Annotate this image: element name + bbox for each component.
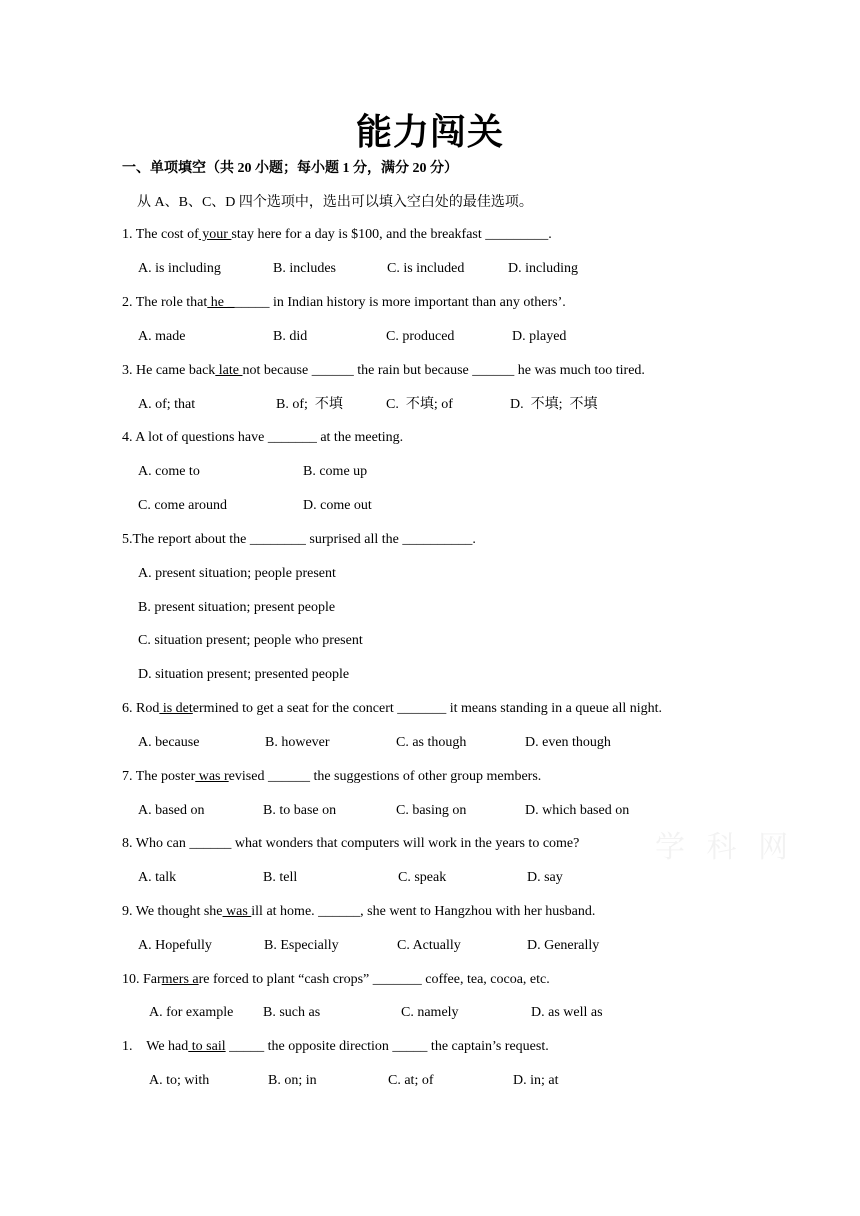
option-d: D. which based on: [525, 803, 630, 818]
question-6: [122, 700, 662, 718]
option-c: C. Actually: [397, 938, 461, 953]
option-b: B. of; 不填: [276, 397, 343, 412]
section-heading: 一、单项填空（共 20 小题；每小题 1 分，满分 20 分）: [122, 161, 458, 176]
question-text: 7. The poster: [122, 769, 196, 784]
option-b: B. tell: [263, 870, 298, 885]
option-d: D. as well as: [531, 1005, 603, 1020]
option-b: B. Especially: [264, 938, 339, 953]
option-a: A. of; that: [138, 397, 196, 412]
underlined-text: is det: [159, 701, 193, 716]
question-1: [122, 226, 552, 244]
question-11: [122, 1038, 549, 1056]
question-text: 9. We thought she: [122, 904, 223, 919]
option-c: C. as though: [396, 735, 467, 750]
question-text: re forced to plant “cash crops” _______ coffee, tea, cocoa, etc.: [198, 972, 550, 987]
option-a: A. Hopefully: [138, 938, 212, 953]
question-4: 4. A lot of questions have _______ at the meeting.: [122, 430, 404, 445]
option-b: B. such as: [263, 1005, 321, 1020]
option-c: C. at; of: [388, 1073, 434, 1088]
instructions: 从 A、B、C、D 四个选项中，选出可以填入空白处的最佳选项。: [137, 195, 533, 210]
page-title: 能力闯关: [355, 111, 504, 153]
option-b: B. to base on: [263, 803, 337, 818]
option-c: C. produced: [386, 329, 455, 344]
option-c: C. namely: [401, 1005, 459, 1020]
option-b: B. however: [265, 735, 330, 750]
underlined-text: he _: [207, 295, 235, 310]
question-text: 2. The role that: [122, 295, 208, 310]
option-a: A. talk: [138, 870, 177, 885]
question-text: _____ in Indian history is more important than any others’.: [234, 295, 566, 310]
option-d: D. even though: [525, 735, 611, 750]
question-9: [122, 903, 595, 921]
option-a: A. because: [138, 735, 200, 750]
option-c: C. speak: [398, 870, 447, 885]
question-text: stay here for a day is $100, and the breakfast _________.: [231, 227, 552, 242]
question-text: ermined to get a seat for the concert _______ it means standing in a queue all night.: [192, 701, 663, 716]
option-a: A. made: [138, 329, 186, 344]
option-d: D. in; at: [513, 1073, 559, 1088]
question-text: 10. Far: [122, 972, 162, 987]
underlined-text: was: [222, 904, 252, 919]
question-10: [122, 971, 550, 989]
option-d: D. played: [512, 329, 567, 344]
question-text: 1. The cost of: [122, 227, 199, 242]
question-text: 3. He came back: [122, 363, 216, 378]
option-d: D. situation present; presented people: [138, 667, 350, 682]
underlined-text: mers a: [161, 972, 199, 987]
underlined-text: was r: [195, 769, 229, 784]
option-d: D. say: [527, 870, 563, 885]
question-text: 1. We had: [122, 1039, 189, 1054]
question-text: _____ the opposite direction _____ the captain’s request.: [225, 1039, 549, 1054]
option-b: B. on; in: [268, 1073, 317, 1088]
question-2: [122, 294, 566, 312]
watermark: 学 科 网: [655, 830, 795, 865]
option-b: B. did: [273, 329, 308, 344]
question-text: 6. Rod: [122, 701, 160, 716]
option-a: A. come to: [138, 464, 200, 479]
option-a: A. for example: [149, 1005, 234, 1020]
question-5: 5.The report about the ________ surprised all the __________.: [122, 532, 476, 547]
option-d: D. 不填; 不填: [510, 397, 598, 412]
option-c: C. basing on: [396, 803, 467, 818]
option-c: C. situation present; people who present: [138, 633, 363, 648]
option-a: A. based on: [138, 803, 205, 818]
option-c: C. is included: [387, 261, 465, 276]
option-a: A. to; with: [149, 1073, 210, 1088]
option-d: D. including: [508, 261, 578, 276]
option-d: D. Generally: [527, 938, 600, 953]
question-text: ill at home. ______, she went to Hangzhou with her husband.: [251, 904, 596, 919]
underlined-text: late: [215, 363, 243, 378]
option-c: C. come around: [138, 498, 228, 513]
question-text: not because ______ the rain but because ______ he was much too tired.: [242, 363, 645, 378]
underlined-text: your: [198, 227, 232, 242]
question-text: evised ______ the suggestions of other group members.: [228, 769, 542, 784]
option-b: B. present situation; present people: [138, 600, 336, 615]
option-a: A. is including: [138, 261, 221, 276]
option-b: B. includes: [273, 261, 336, 276]
question-7: [122, 768, 541, 786]
option-b: B. come up: [303, 464, 368, 479]
option-a: A. present situation; people present: [138, 566, 336, 581]
question-8: 8. Who can ______ what wonders that computers will work in the years to come?: [122, 836, 580, 851]
question-3: [122, 362, 645, 380]
option-d: D. come out: [303, 498, 372, 513]
underlined-text: to sail: [188, 1039, 226, 1054]
option-c: C. 不填; of: [386, 397, 453, 412]
